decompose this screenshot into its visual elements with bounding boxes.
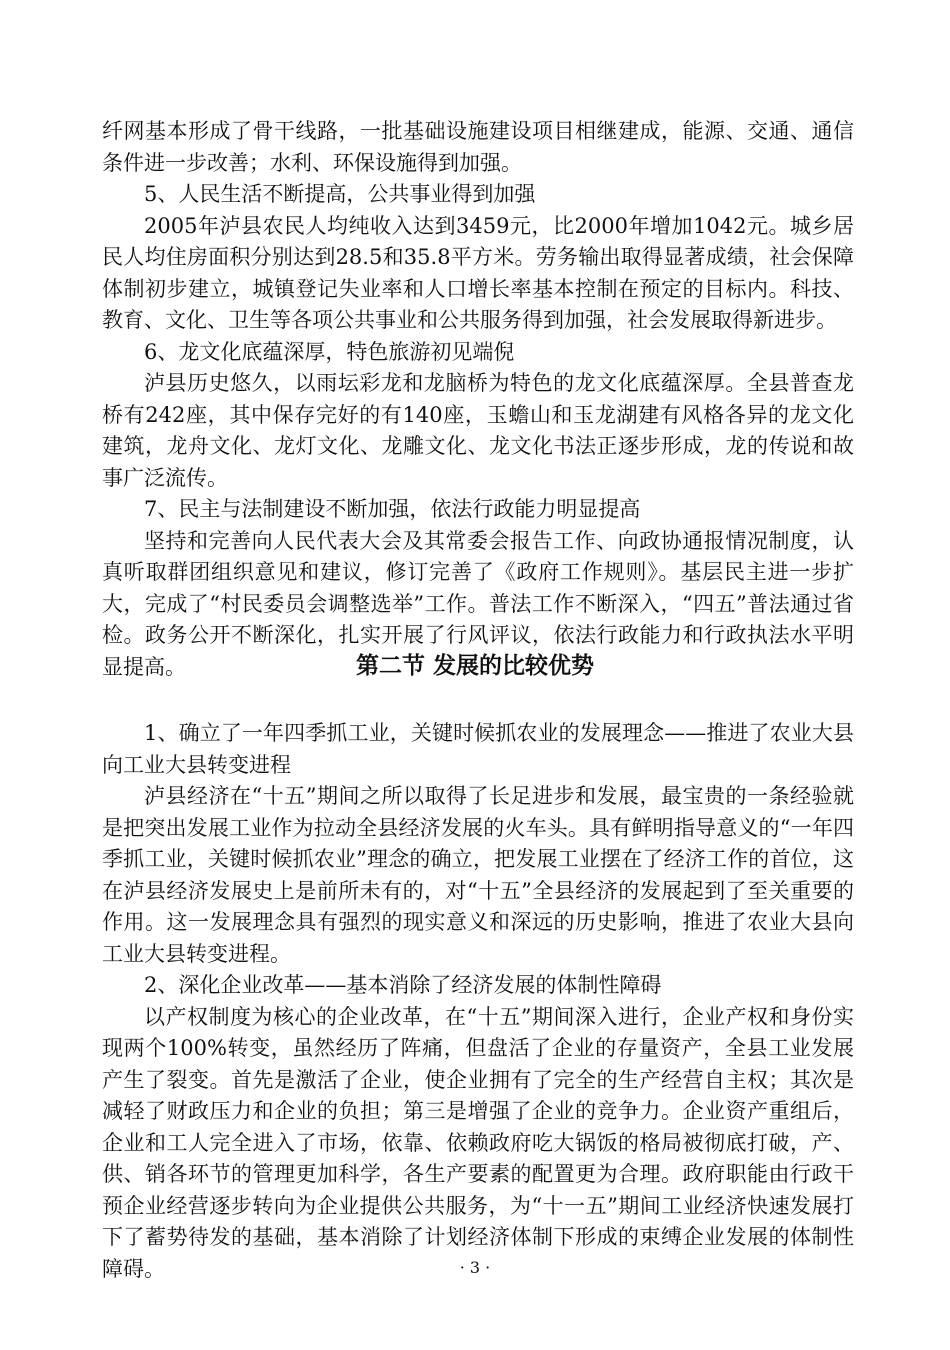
paragraph-dragon-culture: 泸县历史悠久，以雨坛彩龙和龙脑桥为特色的龙文化底蕴深厚。全县普查龙桥有242座，其中保存完好的有140座，玉蟾山和玉龙湖建有风格各异的龙文化建筑，龙舟文化、龙灯文化、龙雕文化、龙文化书法正逐步形成，龙的传说和故事广泛流传。 [102,371,854,490]
paragraph-living-standards: 2005年泸县农民人均纯收入达到3459元，比2000年增加1042元。城乡居民人均住房面积分别达到28.5和35.8平方米。劳务输出取得显著成绩，社会保障体制初步建立，城镇登记失业率和人口增长率基本控制在预定的目标内。科技、教育、文化、卫生等各项公共事业和公共服务得到加强，社会发展取得新进步。 [102,213,854,332]
paragraph-industry-concept: 泸县经济在“十五”期间之所以取得了长足进步和发展，最宝贵的一条经验就是把突出发展工业作为拉动全县经济发展的火车头。具有鲜明指导意义的“一年四季抓工业，关键时候抓农业”理念的确立，把发展工业摆在了经济工作的首位，这在泸县经济发展史上是前所未有的，对“十五”全县经济的发展起到了至关重要的作用。这一发展理念具有强烈的现实意义和深远的历史影响，推进了农业大县向工业大县转变进程。 [102,784,854,966]
subheading-1: 1、确立了一年四季抓工业，关键时候抓农业的发展理念——推进了农业大县向工业大县转变进程 [102,721,854,777]
paragraph-continued: 纤网基本形成了骨干线路，一批基础设施建设项目相继建成，能源、交通、通信条件进一步改善；水利、环保设施得到加强。 [102,119,854,175]
subheading-6: 6、龙文化底蕴深厚，特色旅游初见端倪 [144,339,515,364]
section-heading: 第二节 发展的比较优势 [355,653,594,679]
subheading-5: 5、人民生活不断提高，公共事业得到加强 [144,182,536,206]
bottom-text-section [102,718,854,1285]
paragraph-democracy-law: 坚持和完善向人民代表大会及其常委会报告工作、向政协通报情况制度，认真听取群团组织意见和建议，修订完善了《政府工作规则》。基层民主进一步扩大，完成了“村民委员会调整选举”工作。普法工作不断深入，“四五”普法通过省检。政务公开不断深化，扎实开展了行风评议，依法行政能力和行政执法水平明显提高。 [102,528,854,679]
top-text-section [102,116,854,683]
subheading-7: 7、民主与法制建设不断加强，依法行政能力明显提高 [144,497,641,521]
page-number: · 3 · [459,1258,491,1277]
subheading-2: 2、深化企业改革——基本消除了经济发展的体制性障碍 [144,973,662,997]
paragraph-enterprise-reform: 以产权制度为核心的企业改革，在“十五”期间深入进行，企业产权和身份实现两个100%转变，虽然经历了阵痛，但盘活了企业的存量资产，全县工业发展产生了裂变。首先是激活了企业，使企业拥有了完全的生产经营自主权；其次是减轻了财政压力和企业的负担；第三是增强了企业的竞争力。企业资产重组后，企业和工人完全进入了市场，依靠、依赖政府吃大锅饭的格局被彻底打破，产、供、销各环节的管理更加科学，各生产要素的配置更为合理。政府职能由行政干预企业经营逐步转向为企业提供公共服务，为“十一五”期间工业经济快速发展打下了蓄势待发的基础，基本消除了计划经济体制下形成的束缚企业发展的体制性障碍。 [102,1004,854,1281]
